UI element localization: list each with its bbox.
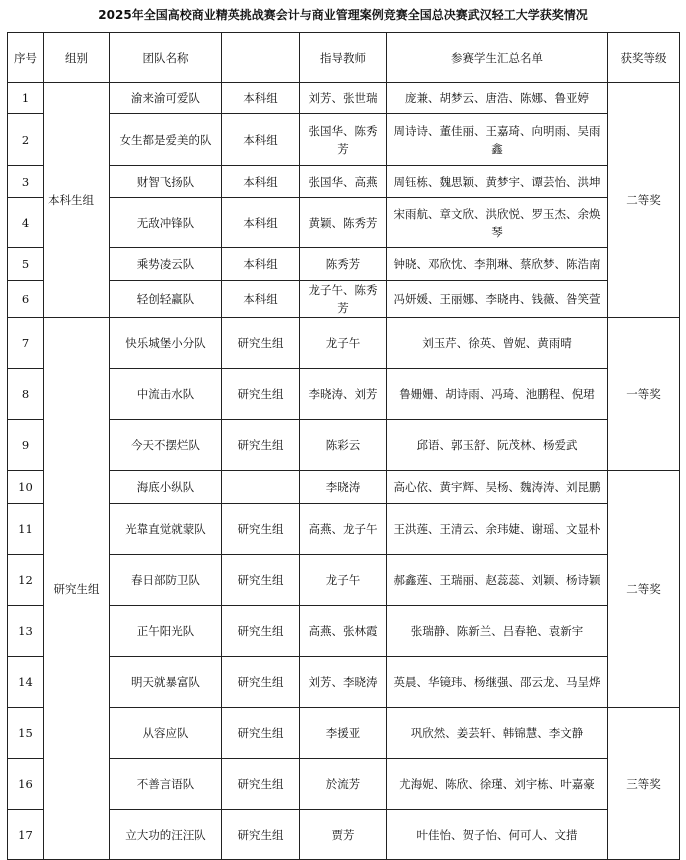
row-category: 研究生组 [222,810,300,860]
row-category: 本科组 [222,198,300,248]
row-team: 轻创轻赢队 [110,281,222,318]
row-category: 研究生组 [222,420,300,471]
row-students: 尤海妮、陈欣、徐瑾、刘宇栋、叶嘉豪 [387,759,608,810]
row-students: 叶佳怡、贺子怡、何可人、文措 [387,810,608,860]
row-teacher: 高燕、龙子午 [300,504,387,555]
row-teacher: 高燕、张林霞 [300,606,387,657]
row-category: 本科组 [222,83,300,114]
group-undergrad: 本科生组 [44,83,110,318]
header-award: 获奖等级 [608,33,680,83]
row-students: 刘玉芹、徐英、曾妮、黄雨晴 [387,318,608,369]
row-team: 春日部防卫队 [110,555,222,606]
row-category: 本科组 [222,166,300,198]
row-team: 光靠直觉就蒙队 [110,504,222,555]
row-team: 中流击水队 [110,369,222,420]
row-students: 郝鑫莲、王瑞丽、赵蕊蕊、刘颖、杨诗颖 [387,555,608,606]
row-index: 12 [8,555,44,606]
row-team: 今天不摆烂队 [110,420,222,471]
row-category: 研究生组 [222,606,300,657]
header-index: 序号 [8,33,44,83]
row-teacher: 陈秀芳 [300,248,387,281]
row-team: 无敌冲锋队 [110,198,222,248]
row-team: 明天就暴富队 [110,657,222,708]
header-team: 团队名称 [110,33,222,83]
row-teacher: 李晓涛、刘芳 [300,369,387,420]
header-group: 组别 [44,33,110,83]
row-teacher: 龙子午、陈秀芳 [300,281,387,318]
row-team: 快乐城堡小分队 [110,318,222,369]
table-row [8,83,680,114]
header-students: 参赛学生汇总名单 [387,33,608,83]
row-teacher: 贾芳 [300,810,387,860]
row-teacher: 黄颖、陈秀芳 [300,198,387,248]
row-index: 10 [8,471,44,504]
row-category: 研究生组 [222,657,300,708]
row-index: 4 [8,198,44,248]
row-students: 鲁姗姗、胡诗雨、冯琦、池鹏程、倪珺 [387,369,608,420]
row-index: 9 [8,420,44,471]
row-index: 11 [8,504,44,555]
row-teacher: 张国华、陈秀芳 [300,114,387,166]
row-teacher: 龙子午 [300,555,387,606]
row-teacher: 刘芳、李晓涛 [300,657,387,708]
row-teacher: 陈彩云 [300,420,387,471]
header-teacher: 指导教师 [300,33,387,83]
row-team: 正午阳光队 [110,606,222,657]
award-cell: 一等奖 [608,318,680,471]
row-category: 本科组 [222,248,300,281]
row-category: 研究生组 [222,369,300,420]
row-index: 14 [8,657,44,708]
row-category [222,471,300,504]
row-students: 高心依、黄宇辉、吴杨、魏涛涛、刘昆鹏 [387,471,608,504]
row-teacher: 龙子午 [300,318,387,369]
row-team: 乘势凌云队 [110,248,222,281]
row-index: 16 [8,759,44,810]
row-team: 财智飞扬队 [110,166,222,198]
row-category: 研究生组 [222,555,300,606]
award-cell: 三等奖 [608,708,680,860]
row-index: 1 [8,83,44,114]
row-index: 3 [8,166,44,198]
row-teacher: 李援亚 [300,708,387,759]
row-index: 7 [8,318,44,369]
row-category: 研究生组 [222,318,300,369]
row-index: 17 [8,810,44,860]
row-category: 本科组 [222,281,300,318]
row-team: 立大功的汪汪队 [110,810,222,860]
award-cell: 二等奖 [608,471,680,708]
row-category: 本科组 [222,114,300,166]
row-category: 研究生组 [222,759,300,810]
row-students: 冯妍媛、王丽娜、李晓冉、钱薇、昝笑萱 [387,281,608,318]
row-students: 英晨、华镜玮、杨继强、邵云龙、马呈烨 [387,657,608,708]
row-index: 13 [8,606,44,657]
page-title: 2025年全国高校商业精英挑战赛会计与商业管理案例竞赛全国总决赛武汉轻工大学获奖情况 [98,8,588,22]
row-students: 王洪莲、王清云、余玮婕、谢瑶、文显朴 [387,504,608,555]
row-index: 6 [8,281,44,318]
row-team: 女生都是爱美的队 [110,114,222,166]
header-row [8,33,680,83]
group-grad: 研究生组 [44,318,110,860]
row-category: 研究生组 [222,504,300,555]
row-students: 巩欣然、姜芸轩、韩锦慧、李文静 [387,708,608,759]
table-row [8,318,680,369]
awards-table [7,32,680,860]
award-cell: 二等奖 [608,83,680,318]
row-team: 不善言语队 [110,759,222,810]
header-category [222,33,300,83]
row-students: 庞兼、胡梦云、唐浩、陈娜、鲁亚婷 [387,83,608,114]
row-students: 周诗诗、董佳丽、王嘉琦、向明雨、吴雨鑫 [387,114,608,166]
row-students: 周钰栋、魏思颖、黄梦宇、谭芸怡、洪坤 [387,166,608,198]
row-team: 从容应队 [110,708,222,759]
row-index: 2 [8,114,44,166]
row-teacher: 张国华、高燕 [300,166,387,198]
row-index: 8 [8,369,44,420]
row-students: 钟晓、邓欣忱、李荆琳、蔡欣梦、陈浩南 [387,248,608,281]
row-students: 张瑞静、陈新兰、吕春艳、袁新宇 [387,606,608,657]
row-team: 渝来渝可爱队 [110,83,222,114]
row-index: 5 [8,248,44,281]
row-teacher: 於流芳 [300,759,387,810]
row-students: 邱语、郭玉舒、阮茂林、杨爱武 [387,420,608,471]
row-team: 海底小纵队 [110,471,222,504]
row-teacher: 刘芳、张世瑞 [300,83,387,114]
row-category: 研究生组 [222,708,300,759]
row-students: 宋雨航、章文欣、洪欣悦、罗玉杰、余焕琴 [387,198,608,248]
row-teacher: 李晓涛 [300,471,387,504]
row-index: 15 [8,708,44,759]
